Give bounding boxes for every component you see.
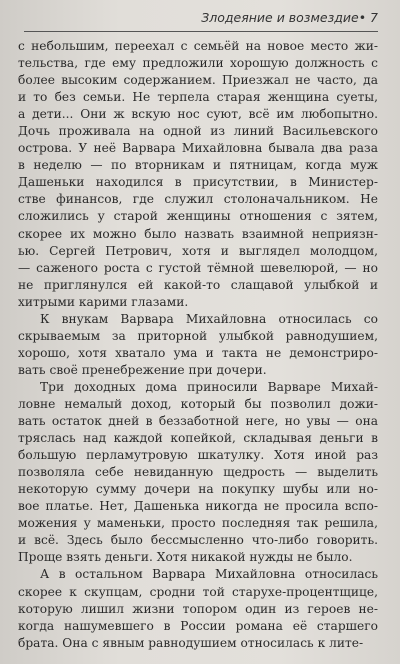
text-line: Проще взять деньги. Хотя никакой нужды не было.	[18, 550, 353, 565]
text-line: сложились у старой женщины отношения с зятем,	[18, 209, 378, 224]
text-line: и всё. Здесь было бессмысленно что-либо говорить.	[18, 533, 378, 548]
paragraph	[18, 311, 378, 379]
header-separator: •	[358, 10, 367, 25]
body-text	[18, 38, 378, 652]
text-line: можения у маменьки, просто последняя так решила,	[18, 516, 378, 531]
text-line: большую перламутровую шкатулку. Хотя иной раз	[18, 448, 378, 463]
text-line: хорошо, хотя хватало ума и такта не демонстриро-	[18, 345, 378, 360]
text-line: К внукам Варвара Михайловна относилась со	[40, 311, 378, 326]
text-line: вать своё пренебрежение при дочери.	[18, 362, 267, 377]
text-line: Дашеньки находился в присутствии, в Министер-	[18, 175, 378, 190]
page-number: 7	[370, 10, 378, 25]
text-line: более высоким содержанием. Приезжал не часто, да	[18, 73, 378, 88]
paragraph	[18, 566, 378, 651]
text-line: вое платье. Нет, Дашенька никогда не просила вспо-	[18, 499, 378, 514]
text-line: позволяла себе невиданную щедрость — выделить	[18, 465, 378, 480]
text-line: скрываемым за приторной улыбкой равнодушием,	[18, 328, 378, 343]
text-line: ловне немалый доход, который бы позволил дожи-	[18, 396, 378, 411]
text-line: — саженого роста с густой тёмной шевелюрой, — но	[18, 260, 378, 275]
paragraph	[18, 379, 378, 567]
running-header	[150, 10, 378, 25]
text-line: вать остаток дней в беззаботной неге, но увы — она	[18, 414, 378, 429]
text-line: хитрыми карими глазами.	[18, 294, 189, 309]
text-line: тряслась над каждой копейкой, складывая деньги в	[18, 431, 378, 446]
text-line: Дочь проживала на одной из линий Васильевского	[18, 124, 378, 139]
paragraph	[18, 38, 378, 311]
text-line: в неделю — по вторникам и пятницам, когда муж	[18, 158, 378, 173]
text-line: брата. Она с явным равнодушием относилась к лите-	[18, 635, 364, 650]
text-line: которую лишил жизни топором один из героев не-	[18, 601, 378, 616]
text-line: А в остальном Варвара Михайловна относилась	[40, 567, 378, 582]
text-line: с небольшим, переехал с семьёй на новое место жи-	[18, 39, 378, 53]
text-line: не приглянулся ей какой-то слащавой улыбкой и	[18, 277, 378, 292]
text-line: скорее к скупцам, сродни той старухе-процентщице,	[18, 584, 378, 599]
text-line: а дети... Они ж вскую нос суют, всё им любопытно.	[18, 107, 378, 122]
text-line: Три доходных дома приносили Варваре Михай-	[40, 379, 378, 394]
text-line: некоторую сумму дочери на покупку шубы или но-	[18, 482, 378, 497]
text-line: когда нашумевшего в России романа её старшего	[18, 618, 378, 633]
text-line: стве финансов, где служил столоначальником. Не	[18, 192, 378, 207]
text-line: скорее их можно было назвать взаимной неприязн-	[18, 226, 378, 241]
text-line: тельства, где ему предложили хорошую должность с	[18, 56, 378, 71]
text-line: и то без семьи. Не терпела старая женщина суеты,	[18, 90, 378, 105]
header-rule	[24, 31, 378, 32]
text-line: острова. У неё Варвара Михайловна бывала два раза	[18, 141, 378, 156]
text-line: ью. Сергей Петрович, хотя и выглядел молодцом,	[18, 243, 378, 258]
running-title: Злодеяние и возмездие	[201, 10, 359, 25]
